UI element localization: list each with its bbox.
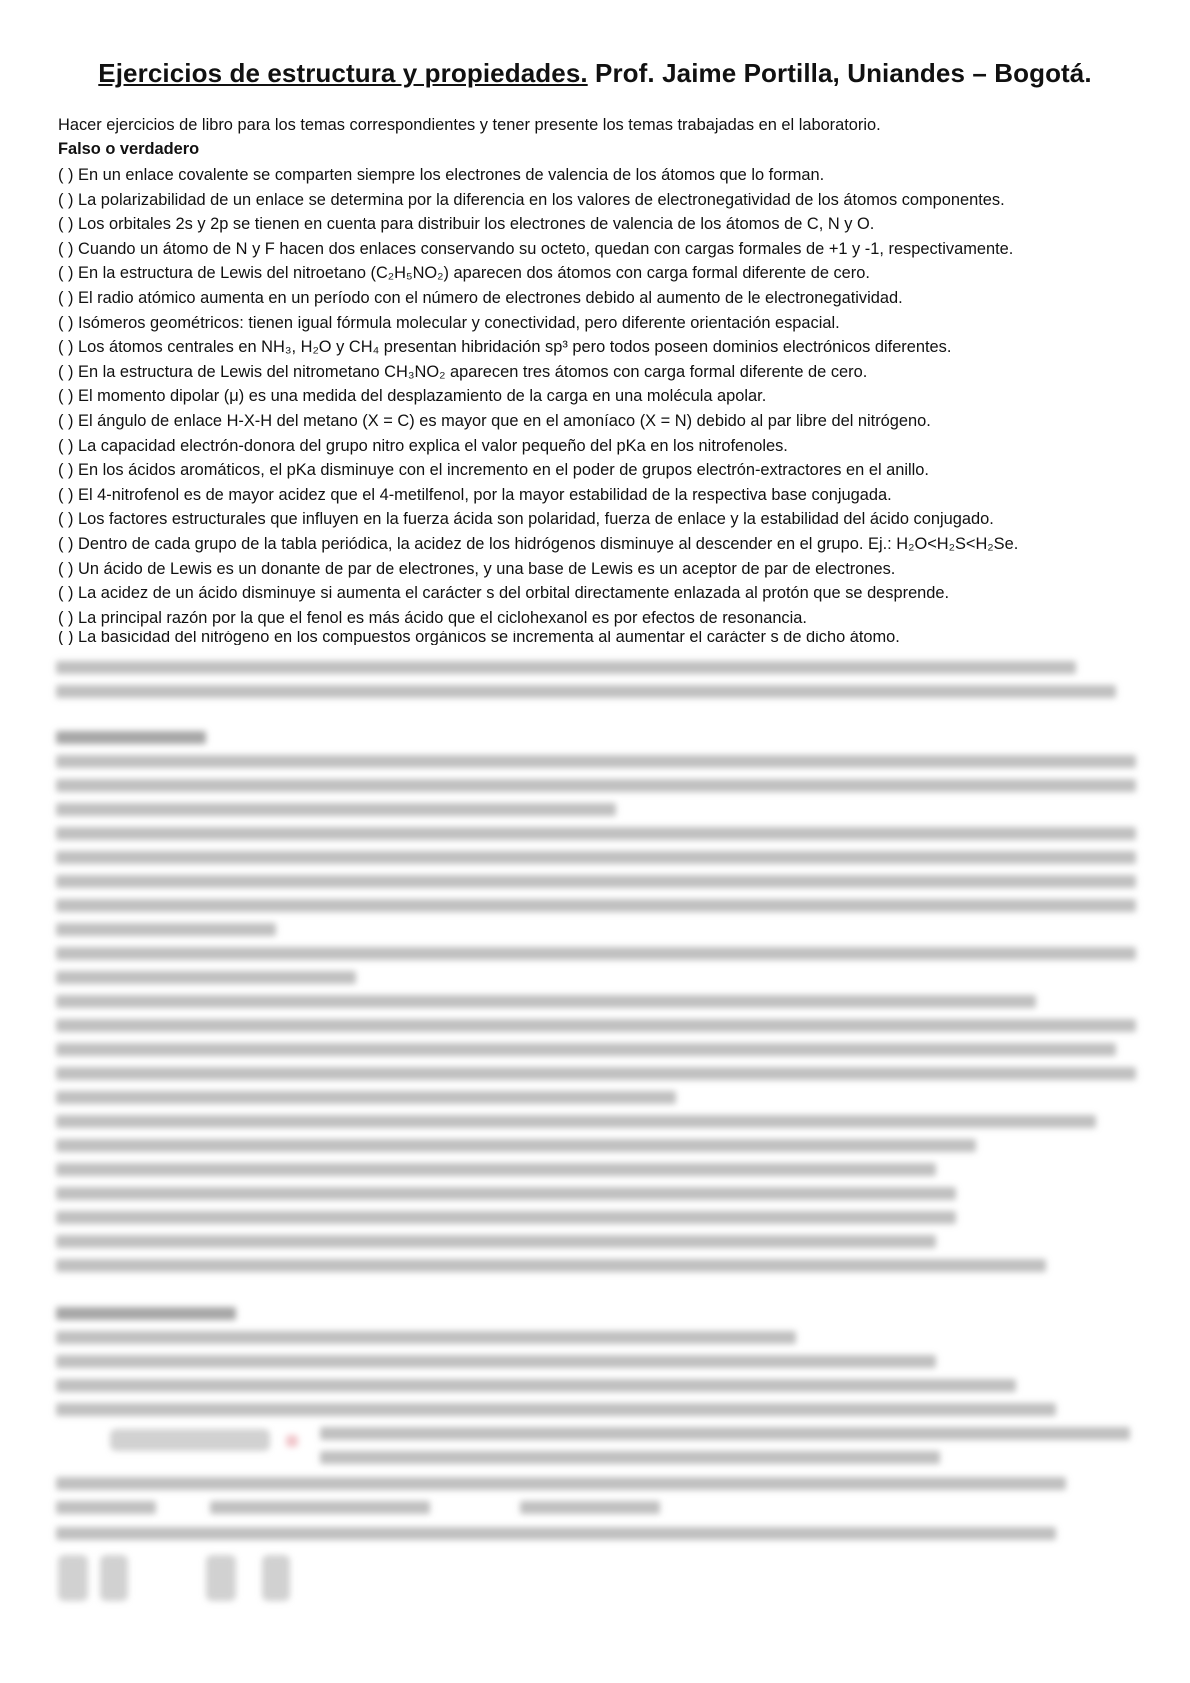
list-item: ( ) Los factores estructurales que influyen en la fuerza ácida son polaridad, fuerza de enlace y la estabilidad del ácido conjugado. — [58, 510, 994, 529]
section-heading-true-false: Falso o verdadero — [58, 140, 200, 158]
list-item: ( ) Un ácido de Lewis es un donante de par de electrones, y una base de Lewis es un aceptor de par de electrones. — [58, 559, 896, 578]
list-item: ( ) La capacidad electrón-donora del grupo nitro explica el valor pequeño del pKa en los nitrofenoles. — [58, 436, 788, 455]
list-item: ( ) Los orbitales 2s y 2p se tienen en cuenta para distribuir los electrones de valencia de los átomos de C, N y O. — [58, 215, 875, 234]
title-author: Prof. Jaime Portilla, Uniandes – Bogotá. — [587, 58, 1092, 88]
list-item: ( ) En los ácidos aromáticos, el pKa disminuye con el incremento en el poder de grupos electrón-extractores en el anillo. — [58, 461, 929, 480]
list-item: ( ) Cuando un átomo de N y F hacen dos enlaces conservando su octeto, quedan con cargas formales de +1 y -1, respectivamente. — [58, 239, 1014, 258]
list-item: ( ) El ángulo de enlace H-X-H del metano (X = C) es mayor que en el amoníaco (X = N) debido al par libre del nitrógeno. — [58, 411, 931, 430]
list-item: ( ) La principal razón por la que el fenol es más ácido que el ciclohexanol es por efectos de resonancia. — [58, 608, 807, 627]
list-item: ( ) En la estructura de Lewis del nitroetano (C₂H₅NO₂) aparecen dos átomos con carga formal diferente de cero. — [58, 264, 870, 283]
list-item: ( ) En un enlace covalente se comparten siempre los electrones de valencia de los átomos que lo forman. — [58, 166, 825, 184]
true-false-list — [58, 163, 1148, 630]
list-item: ( ) La acidez de un ácido disminuye si aumenta el carácter s del orbital directamente enlazada al protón que se desprende. — [58, 584, 950, 603]
list-item: ( ) En la estructura de Lewis del nitrometano CH₃NO₂ aparecen tres átomos con carga formal diferente de cero. — [58, 362, 868, 381]
intro-text: Hacer ejercicios de libro para los temas correspondientes y tener presente los temas trabajadas en el laboratorio. — [58, 116, 881, 134]
list-item: ( ) El momento dipolar (μ) es una medida del desplazamiento de la carga en una molécula apolar. — [58, 387, 767, 406]
list-item: ( ) La polarizabilidad de un enlace se determina por la diferencia en los valores de electronegatividad de los átomos componentes. — [58, 190, 1005, 209]
list-item: ( ) El radio atómico aumenta en un período con el número de electrones debido al aumento de le electronegatividad. — [58, 288, 903, 307]
list-item: ( ) Los átomos centrales en NH₃, H₂O y CH₄ presentan hibridación sp³ pero todos poseen dominios electrónicos diferentes. — [58, 338, 952, 357]
page-title — [0, 58, 1190, 89]
blurred-content-region — [0, 647, 1190, 1683]
list-item-cut: ( ) La basicidad del nitrógeno en los compuestos orgánicos se incrementa al aumentar el carácter s de dicho átomo. — [58, 631, 900, 645]
title-underlined: Ejercicios de estructura y propiedades. — [98, 58, 588, 88]
list-item: ( ) Isómeros geométricos: tienen igual fórmula molecular y conectividad, pero diferente orientación espacial. — [58, 313, 840, 332]
list-item: ( ) Dentro de cada grupo de la tabla periódica, la acidez de los hidrógenos disminuye al descender en el grupo. Ej.: H₂O<H₂S<H₂Se. — [58, 534, 1019, 553]
partially-visible-item — [58, 631, 1158, 645]
list-item: ( ) El 4-nitrofenol es de mayor acidez que el 4-metilfenol, por la mayor estabilidad de la respectiva base conjugada. — [58, 485, 892, 504]
